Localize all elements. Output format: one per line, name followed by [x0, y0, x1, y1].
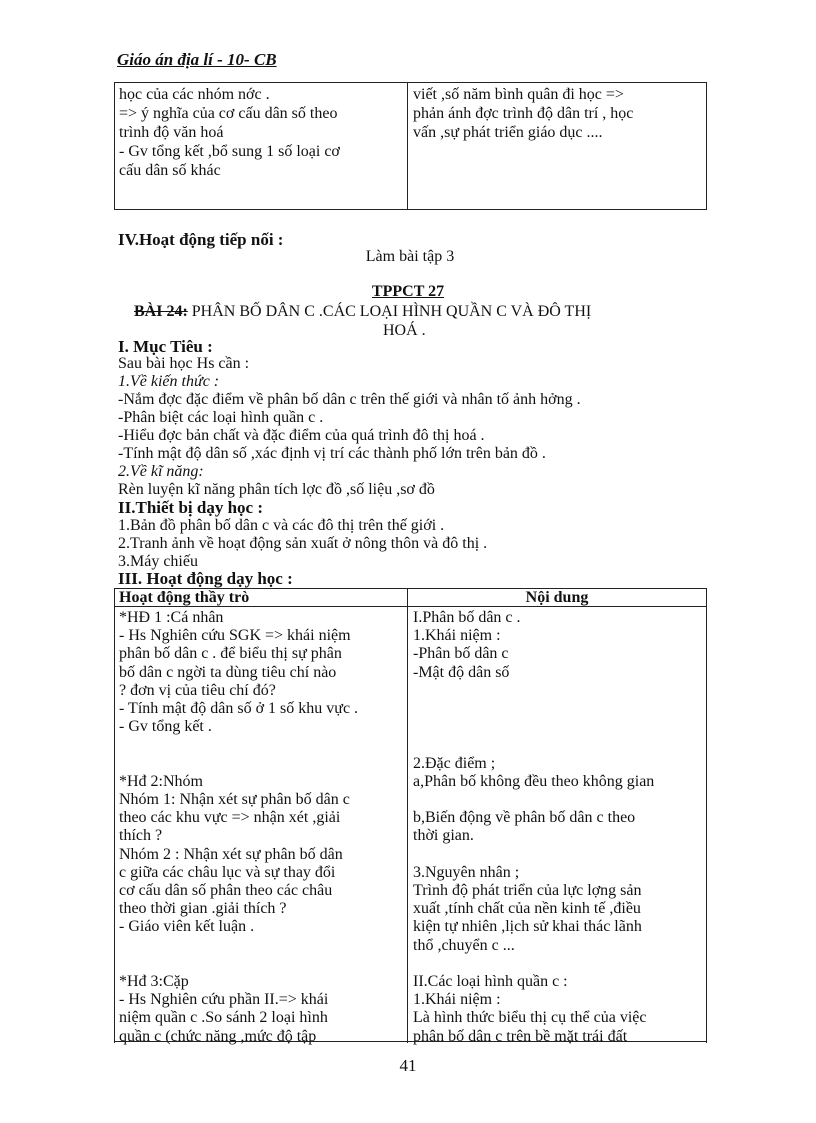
text-line — [119, 736, 402, 754]
text-line: ? đơn vị của tiêu chí đó? — [119, 681, 276, 699]
equipment-heading: II.Thiết bị dạy học : — [118, 498, 263, 517]
text-line — [413, 682, 701, 700]
activities-right-cell — [413, 609, 701, 1046]
text-line: cơ cấu dân số phân theo các châu — [119, 882, 333, 900]
text-line: 1.Khái niệm : — [413, 991, 501, 1009]
equipment-item: 1.Bản đồ phân bố dân c và các đô thị trên thế giới . — [118, 517, 445, 534]
text-line: phản ánh đợc trình độ dân trí , học — [413, 105, 634, 122]
skills-heading: 2.Về kĩ năng: — [118, 463, 204, 480]
top-table-left-cell — [119, 85, 402, 180]
text-line: trình độ văn hoá — [119, 124, 224, 141]
text-line: *HĐ 1 :Cá nhân — [119, 609, 224, 626]
text-line: bố dân c ngời ta dùng tiêu chí nào — [119, 663, 337, 681]
text-line: vấn ,sự phát triển giáo dục .... — [413, 124, 603, 141]
text-line: niệm quần c .So sánh 2 loại hình — [119, 1009, 328, 1027]
text-line — [413, 700, 701, 718]
text-line: b,Biến động về phân bố dân c theo — [413, 809, 636, 827]
text-line: c giữa các châu lục và sự thay đổi — [119, 863, 336, 881]
text-line: kiện tự nhiên ,lịch sử khai thác lãnh — [413, 918, 642, 936]
equipment-item: 3.Máy chiếu — [118, 553, 198, 570]
text-line: *Hđ 2:Nhóm — [119, 772, 203, 790]
page-header: Giáo án địa lí - 10- CB — [117, 50, 277, 69]
activities-left-cell — [119, 609, 402, 1046]
text-line — [413, 955, 701, 973]
table-header-rule — [115, 606, 706, 607]
page-number: 41 — [399, 1056, 417, 1075]
text-line: - Giáo viên kết luận . — [119, 918, 255, 936]
col-header-activities: Hoạt động thầy trò — [119, 589, 250, 606]
text-line: 1.Khái niệm : — [413, 627, 501, 645]
text-line: phân bố dân c trên bề mặt trái đất — [413, 1027, 628, 1045]
text-line: theo các khu vực => nhận xét ,giải — [119, 809, 341, 827]
top-table-right-cell — [413, 85, 701, 142]
text-line: Là hình thức biểu thị cụ thể của việc — [413, 1009, 647, 1027]
section-iv-heading: IV.Hoạt động tiếp nối : — [118, 230, 284, 249]
knowledge-item: -Hiểu đợc bản chất và đặc điểm của quá trình đô thị hoá . — [118, 427, 485, 444]
table-divider — [407, 83, 408, 209]
activities-heading: III. Hoạt động dạy học : — [118, 569, 293, 588]
text-line: I.Phân bố dân c . — [413, 609, 521, 626]
text-line: - Gv tổng kết ,bổ sung 1 số loại cơ — [119, 143, 340, 160]
objectives-heading: I. Mục Tiêu : — [118, 337, 213, 356]
skills-text: Rèn luyện kĩ năng phân tích lợc đồ ,số liệu ,sơ đồ — [118, 481, 435, 498]
text-line: thổ ,chuyển c ... — [413, 936, 515, 954]
activities-table — [114, 588, 707, 1043]
text-line: xuất ,tính chất của nền kinh tế ,điều — [413, 900, 641, 918]
col-header-content: Nội dung — [525, 589, 589, 606]
text-line: quần c (chức năng ,mức độ tập — [119, 1027, 317, 1045]
text-line: 2.Đặc điểm ; — [413, 754, 496, 772]
text-line: - Hs Nghiên cứu phần II.=> khái — [119, 991, 329, 1009]
text-line — [413, 736, 701, 754]
equipment-item: 2.Tranh ảnh về hoạt động sản xuất ở nông thôn và đô thị . — [118, 535, 488, 552]
top-table — [114, 82, 707, 210]
text-line: - Hs Nghiên cứu SGK => khái niệm — [119, 627, 351, 645]
text-line — [119, 937, 402, 955]
knowledge-item: -Tính mật độ dân số ,xác định vị trí các thành phố lớn trên bản đồ . — [118, 445, 546, 462]
text-line: -Mật độ dân số — [413, 663, 510, 681]
text-line: => ý nghĩa của cơ cấu dân số theo — [119, 105, 338, 122]
text-line: phân bố dân c . để biểu thị sự phân — [119, 645, 342, 663]
text-line: thích ? — [119, 827, 163, 845]
knowledge-heading: 1.Về kiến thức : — [118, 373, 220, 390]
text-line — [119, 955, 402, 973]
lesson-title-line2: HOÁ . — [383, 322, 426, 339]
text-line: - Tính mật độ dân số ở 1 số khu vực . — [119, 700, 359, 718]
text-line — [413, 718, 701, 736]
tppct-label: TPPCT 27 — [371, 283, 445, 300]
knowledge-item: -Nắm đợc đặc điểm về phân bố dân c trên thế giới và nhân tố ảnh hởng . — [118, 391, 581, 408]
text-line: -Phân bố dân c — [413, 645, 509, 663]
text-line: thời gian. — [413, 827, 474, 845]
lesson-number: BÀI 24: — [134, 303, 188, 320]
section-iv-text: Làm bài tập 3 — [365, 248, 455, 265]
text-line: 3.Nguyên nhân ; — [413, 863, 520, 881]
text-line: theo thời gian .giải thích ? — [119, 900, 287, 918]
table-divider — [407, 589, 408, 1043]
text-line: *Hđ 3:Cặp — [119, 973, 189, 991]
text-line: a,Phân bố không đều theo không gian — [413, 772, 655, 790]
text-line — [413, 791, 701, 809]
text-line — [119, 755, 402, 773]
text-line: cấu dân số khác — [119, 162, 221, 179]
text-line: Trình độ phát triển của lực lợng sản — [413, 882, 642, 900]
text-line: học của các nhóm nớc . — [119, 86, 270, 103]
table-bottom-rule — [114, 1041, 707, 1042]
text-line: Nhóm 2 : Nhận xét sự phân bố dân — [119, 845, 343, 863]
text-line: Nhóm 1: Nhận xét sự phân bố dân c — [119, 791, 350, 809]
text-line: viết ,số năm bình quân đi học => — [413, 86, 624, 103]
lesson-title-line1: PHÂN BỐ DÂN C .CÁC LOẠI HÌNH QUẦN C VÀ ĐÔ THỊ — [187, 303, 592, 320]
objectives-intro: Sau bài học Hs cần : — [118, 355, 250, 372]
text-line: - Gv tổng kết . — [119, 718, 212, 736]
knowledge-item: -Phân biệt các loại hình quần c . — [118, 409, 324, 426]
text-line: II.Các loại hình quần c : — [413, 973, 568, 991]
text-line — [413, 846, 701, 864]
lesson-title — [134, 303, 591, 321]
